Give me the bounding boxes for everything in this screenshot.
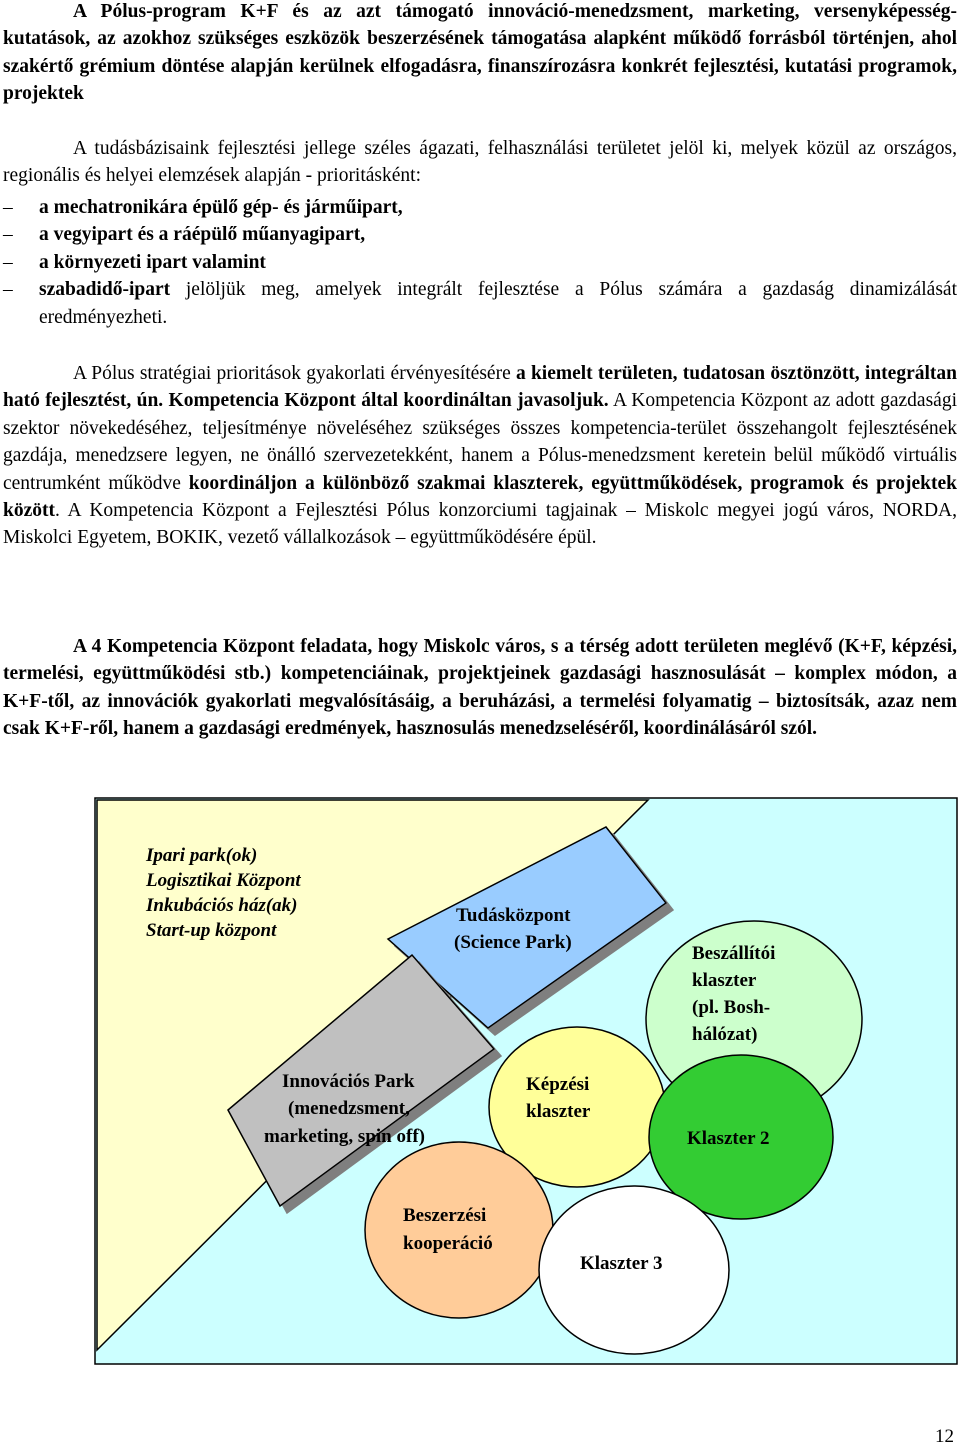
paragraph-2: A tudásbázisaink fejlesztési jellege széles ágazati, felhasználási területet jelöl ki, melyek közül az országos, regionális és helyei elemzések alapján - prioritásként: xyxy=(3,138,957,187)
priority-list xyxy=(3,194,957,331)
beszerzesi-label-1: Beszerzési xyxy=(403,1205,487,1226)
triangle-label-2: Logisztikai Központ xyxy=(146,870,301,891)
dash-bullet: – xyxy=(3,224,13,246)
dash-bullet: – xyxy=(3,251,13,273)
list-item: – a mechatronikára épülő gép- és járműipart, xyxy=(3,194,957,221)
beszallitoi-label-2: klaszter xyxy=(692,970,757,991)
triangle-label-1: Ipari park(ok) xyxy=(146,845,258,866)
list-item: – a környezeti ipart valamint xyxy=(3,249,957,276)
triangle-label-3: Inkubációs ház(ak) xyxy=(146,895,298,916)
tudaskozpont-label-1: Tudásközpont xyxy=(456,905,571,926)
beszerzesi-label-2: kooperáció xyxy=(403,1233,493,1254)
beszallitoi-label-4: hálózat) xyxy=(692,1024,758,1045)
competence-center-diagram xyxy=(94,797,958,1365)
paragraph-1: A Pólus-program K+F és az azt támogató innováció-menedzsment, marketing, versenyképesség-kutatások, az azokhoz szükséges eszközök beszerzésének támogatása alapként működő forrásból történjen, ahol szakértő grémium döntése alapján kerülnek elfogadásra, finanszírozásra konkrét fejlesztési, kutatási programok, projektek xyxy=(3,1,957,105)
list-item: – a vegyipart és a ráépülő műanyagipart, xyxy=(3,221,957,248)
tudaskozpont-label-2: (Science Park) xyxy=(454,932,572,953)
klaszter-3-label: Klaszter 3 xyxy=(580,1253,663,1274)
page-number: 12 xyxy=(935,1426,954,1447)
klaszter-2-label: Klaszter 2 xyxy=(687,1128,770,1149)
dash-bullet: – xyxy=(3,279,13,301)
kepzesi-label-1: Képzési xyxy=(526,1074,590,1095)
innovacios-park-label-1: Innovációs Park xyxy=(282,1071,415,1092)
innovacios-park-label-2: (menedzsment, xyxy=(288,1098,410,1119)
kepzesi-label-2: klaszter xyxy=(526,1101,591,1122)
innovacios-park-label-3: marketing, spin off) xyxy=(264,1126,425,1147)
triangle-label-4: Start-up központ xyxy=(146,920,277,941)
paragraph-4: A 4 Kompetencia Központ feladata, hogy Miskolc város, s a térség adott területen meglévő (K+F, képzési, termelési, együttműködési stb.) kompetenciáinak, projektjeinek gazdasági hasznosulását – komplex módon, a K+F-től, az innovációk gyakorlati megvalósításáig, a beruházási, a termelési folyamatig – biztosítsák, azaz nem csak K+F-ről, hanem a gazdasági eredmények, hasznosulás menedzseléséről, koordinálásáról szól. xyxy=(3,636,957,740)
list-item: – szabadidő-ipart jelöljük meg, amelyek integrált fejlesztése a Pólus számára a gazdaság dinamizálását eredményezheti. xyxy=(3,276,957,331)
beszallitoi-label-3: (pl. Bosh- xyxy=(692,997,771,1018)
paragraph-3: A Pólus stratégiai prioritások gyakorlati érvényesítésére a kiemelt területen, tudatosan ösztönzött, integráltan ható fejlesztést, ún. Kompetencia Központ által koordináltan javasoljuk. A Kompetencia Központ az adott gazdasági szektor növekedéséhez, teljesítménye növeléséhez szükséges összes kompetencia-terület összehangolt fejlesztésének gazdája, menedzsere legyen, ne önálló szervezetekként, hanem a Pólus-menedzsment keretein belül működő virtuális centrumként működve koordináljon a különböző szakmai klaszterek, együttműködések, programok és projektek között. A Kompetencia Központ a Fejlesztési Pólus konzorciumi tagjainak – Miskolc megyei jogú város, NORDA, Miskolci Egyetem, BOKIK, vezető vállalkozások – együttműködésére épül. xyxy=(3,363,957,549)
beszerzesi-kooperacio-circle xyxy=(365,1142,553,1318)
dash-bullet: – xyxy=(3,197,13,218)
beszallitoi-label-1: Beszállítói xyxy=(692,943,776,964)
